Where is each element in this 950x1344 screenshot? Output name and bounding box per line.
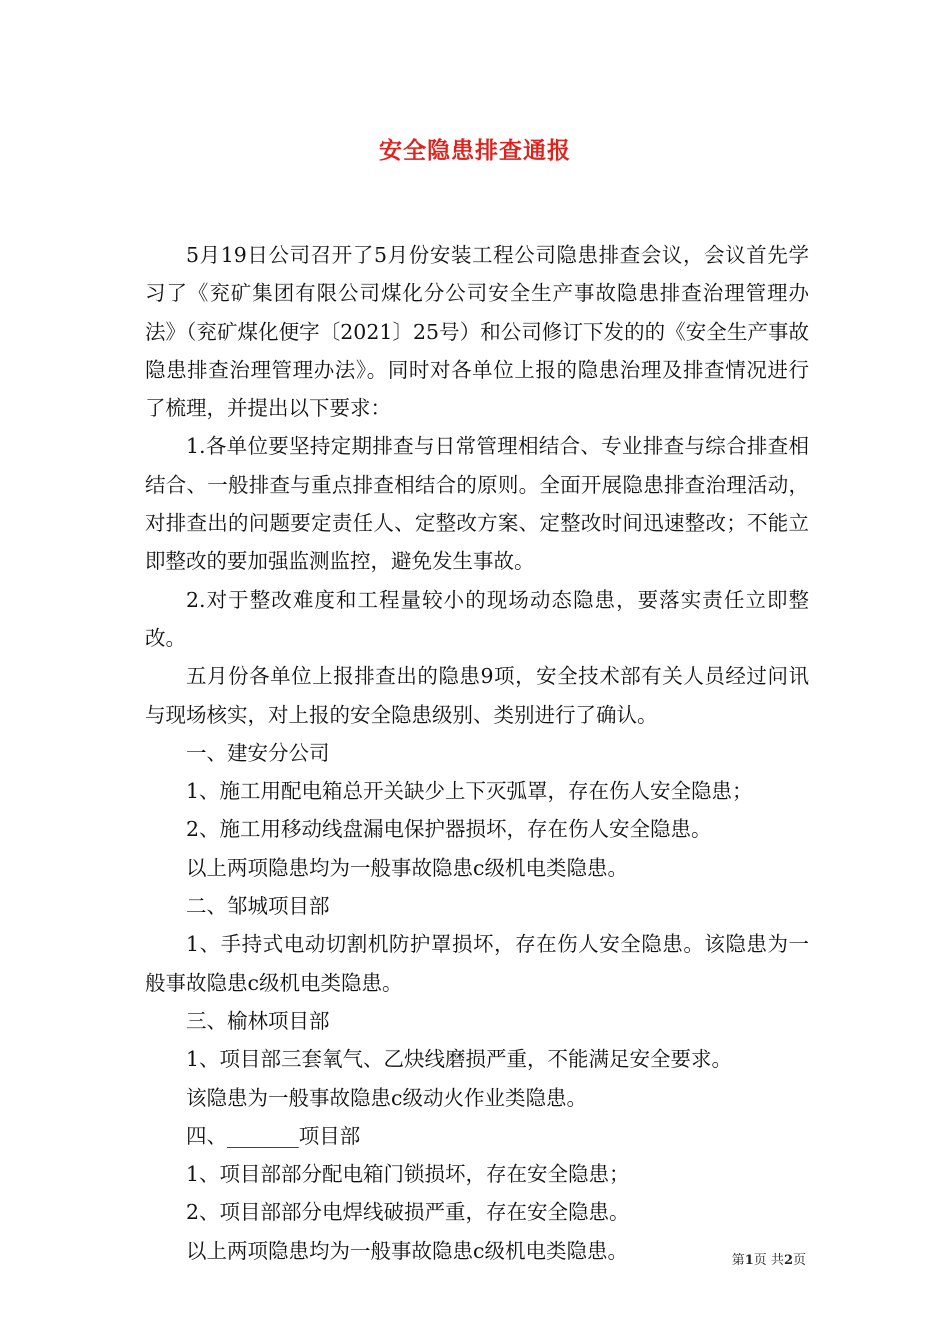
page-title: 安全隐患排查通报 xyxy=(379,137,571,164)
list-item: 1、施工用配电箱总开关缺少上下灭弧罩，存在伤人安全隐患； xyxy=(186,779,753,804)
paragraph-requirement-2: 2.对于整改难度和工程量较小的现场动态隐患，要落实责任立即整改。 xyxy=(145,587,809,650)
paragraph-requirement-1: 1.各单位要坚持定期排查与日常管理相结合、专业排查与综合排查相结合、一般排查与重点排查相结合的原则。全面开展隐患排查治理活动，对排查出的问题要定责任人、定整改方案、定整改时间迅速整改；不能立即整改的要加强监测监控，避免发生事故。 xyxy=(145,434,809,574)
list-item: 1、项目部部分配电箱门锁损坏，存在安全隐患； xyxy=(186,1162,630,1187)
page-current: 1 xyxy=(744,1253,754,1268)
list-item: 1、项目部三套氧气、乙炔线磨损严重，不能满足安全要求。 xyxy=(186,1047,733,1072)
section-conclusion: 以上两项隐患均为一般事故隐患c级机电类隐患。 xyxy=(186,1238,628,1263)
section-heading-zoucheng: 二、邹城项目部 xyxy=(186,894,330,919)
page-suffix: 页 xyxy=(792,1253,806,1268)
section-heading-jianan: 一、建安分公司 xyxy=(186,740,330,765)
paragraph-summary: 五月份各单位上报排查出的隐患9项，安全技术部有关人员经过问讯与现场核实，对上报的安全隐患级别、类别进行了确认。 xyxy=(145,664,809,727)
section-conclusion: 该隐患为一般事故隐患c级动火作业类隐患。 xyxy=(186,1085,587,1110)
document-body xyxy=(145,236,809,1270)
section-conclusion: 以上两项隐患均为一般事故隐患c级机电类隐患。 xyxy=(186,855,628,880)
page-middle: 页 共 xyxy=(753,1253,784,1268)
page-total: 2 xyxy=(783,1253,793,1268)
page-prefix: 第 xyxy=(731,1253,745,1268)
paragraph-intro: 5月19日公司召开了5月份安装工程公司隐患排查会议，会议首先学习了《兖矿集团有限公司煤化分公司安全生产事故隐患排查治理管理办法》（兖矿煤化便字〔2021〕25号）和公司修订下发的的《安全生产事故隐患排查治理管理办法》。同时对各单位上报的隐患治理及排查情况进行了梳理，并提出以下要求： xyxy=(145,243,809,421)
list-item: 1、手持式电动切割机防护罩损坏，存在伤人安全隐患。该隐患为一般事故隐患c级机电类隐患。 xyxy=(145,932,809,995)
section-heading-yulin: 三、榆林项目部 xyxy=(186,1008,330,1033)
section-heading-blank: 四、_______项目部 xyxy=(186,1123,361,1148)
list-item: 2、项目部部分电焊线破损严重，存在安全隐患。 xyxy=(186,1200,630,1225)
list-item: 2、施工用移动线盘漏电保护器损坏，存在伤人安全隐患。 xyxy=(186,817,712,842)
page-number xyxy=(732,1249,806,1268)
